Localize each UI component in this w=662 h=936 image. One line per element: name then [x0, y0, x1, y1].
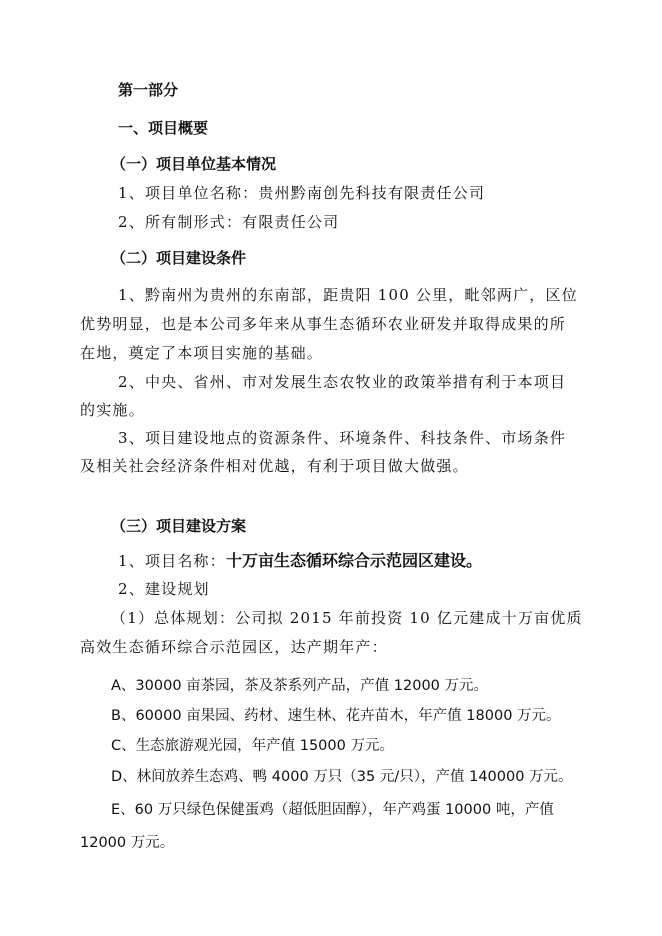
output-item-e-line-2: 12000 万元。 [80, 835, 175, 851]
output-item-b: B、60000 亩果园、药材、速生林、花卉苗木，年产值 18000 万元。 [111, 708, 561, 724]
overall-plan-line-2: 高效生态循环综合示范园区，达产期年产： [80, 638, 388, 656]
unit-name-line: 1、项目单位名称：贵州黔南创先科技有限责任公司 [118, 184, 486, 202]
part-title: 第一部分 [118, 81, 179, 99]
output-item-e-line-1: E、60 万只绿色保健蛋鸡（超低胆固醇），年产鸡蛋 10000 吨，产值 [111, 802, 554, 818]
project-name-label: 1、项目名称： [118, 552, 226, 570]
condition-1-line-3: 在地，奠定了本项目实施的基础。 [80, 344, 324, 362]
section-title: 一、项目概要 [118, 119, 209, 137]
subsection-title-1: （一）项目单位基本情况 [111, 155, 277, 173]
condition-3-line-1: 3、项目建设地点的资源条件、环境条件、科技条件、市场条件 [118, 429, 567, 447]
ownership-line: 2、所有制形式：有限责任公司 [118, 213, 340, 231]
output-item-c: C、生态旅游观光园，年产值 15000 万元。 [111, 738, 394, 754]
condition-1-line-2: 优势明显，也是本公司多年来从事生态循环农业研发并取得成果的所 [80, 315, 567, 333]
condition-1-line-1: 1、黔南州为贵州的东南部，距贵阳 100 公里，毗邻两广，区位 [118, 286, 578, 304]
output-item-d: D、林间放养生态鸡、鸭 4000 万只（35 元/只），产值 140000 万元。 [111, 769, 573, 785]
subsection-title-2: （二）项目建设条件 [111, 249, 247, 267]
condition-2-line-1: 2、中央、省州、市对发展生态农牧业的政策举措有利于本项目 [118, 373, 567, 391]
construction-plan-label: 2、建设规划 [118, 580, 210, 598]
overall-plan-line-1: （1）总体规划：公司拟 2015 年前投资 10 亿元建成十万亩优质 [111, 609, 583, 627]
project-name-value: 十万亩生态循环综合示范园区建设。 [225, 551, 482, 570]
subsection-title-3: （三）项目建设方案 [111, 517, 247, 535]
condition-3-line-2: 及相关社会经济条件相对优越，有利于项目做大做强。 [80, 457, 469, 475]
project-name-line [118, 551, 482, 571]
condition-2-line-2: 的实施。 [80, 401, 145, 419]
output-item-a: A、30000 亩茶园，茶及茶系列产品，产值 12000 万元。 [111, 678, 488, 694]
